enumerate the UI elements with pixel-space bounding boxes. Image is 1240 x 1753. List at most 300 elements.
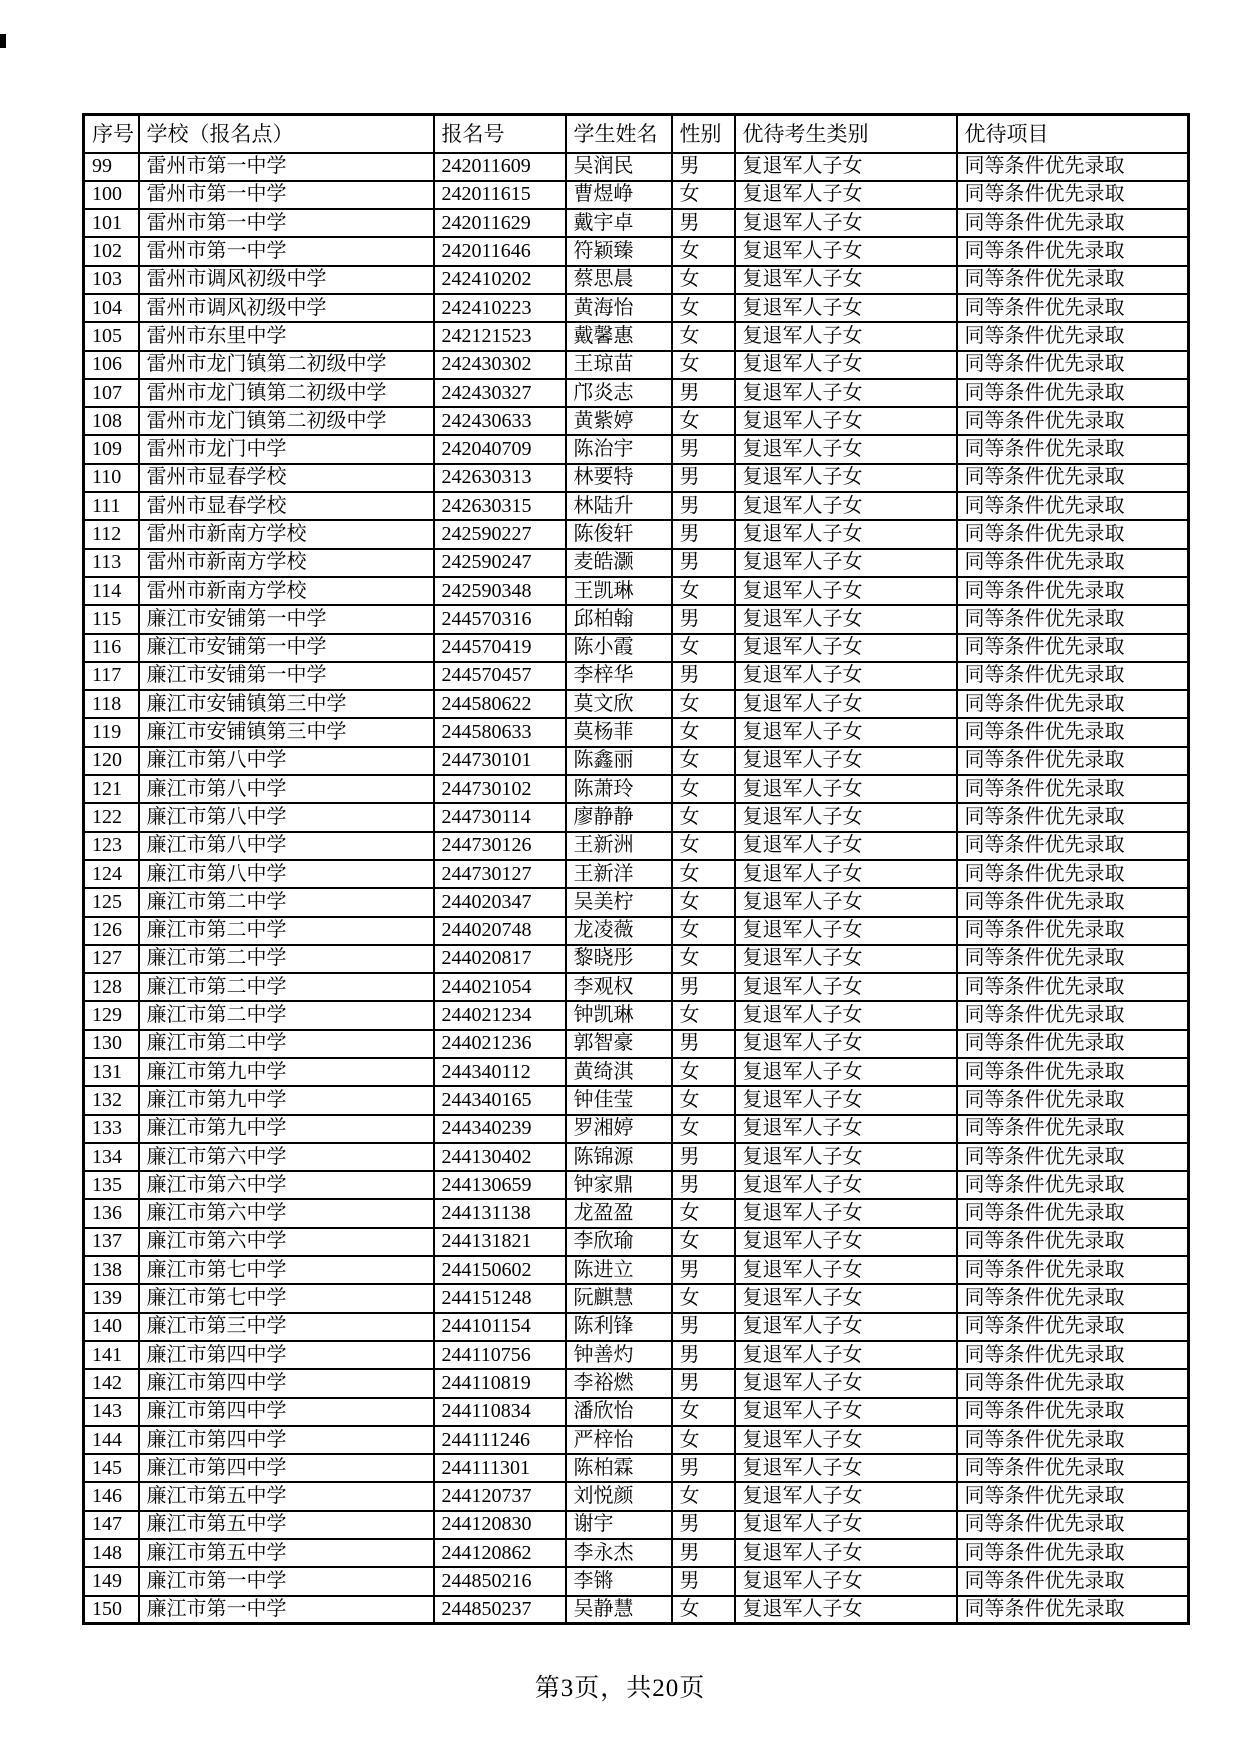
cell-item: 同等条件优先录取 (957, 1256, 1189, 1284)
cell-reg_no: 242590227 (434, 520, 566, 548)
cell-item: 同等条件优先录取 (957, 1567, 1189, 1595)
cell-gender: 女 (672, 917, 735, 945)
cell-name: 吴润民 (566, 153, 672, 181)
cell-name: 陈锦源 (566, 1143, 672, 1171)
cell-school: 雷州市新南方学校 (139, 577, 434, 605)
cell-category: 复退军人子女 (735, 407, 957, 435)
cell-reg_no: 244110819 (434, 1369, 566, 1397)
cell-item: 同等条件优先录取 (957, 1482, 1189, 1510)
cell-gender: 女 (672, 1284, 735, 1312)
table-row (84, 690, 1189, 718)
cell-reg_no: 242430633 (434, 407, 566, 435)
cell-gender: 女 (672, 1228, 735, 1256)
cell-gender: 女 (672, 775, 735, 803)
cell-school: 廉江市第五中学 (139, 1482, 434, 1510)
cell-category: 复退军人子女 (735, 662, 957, 690)
cell-item: 同等条件优先录取 (957, 775, 1189, 803)
cell-category: 复退军人子女 (735, 1058, 957, 1086)
cell-item: 同等条件优先录取 (957, 1058, 1189, 1086)
cell-name: 钟佳莹 (566, 1086, 672, 1114)
cell-category: 复退军人子女 (735, 1115, 957, 1143)
cell-gender: 女 (672, 237, 735, 265)
table-row (84, 237, 1189, 265)
cell-category: 复退军人子女 (735, 1539, 957, 1567)
cell-item: 同等条件优先录取 (957, 718, 1189, 746)
cell-name: 陈柏霖 (566, 1454, 672, 1482)
cell-gender: 男 (672, 1143, 735, 1171)
cell-index: 122 (84, 803, 139, 831)
table-row (84, 549, 1189, 577)
cell-name: 符颖臻 (566, 237, 672, 265)
cell-index: 132 (84, 1086, 139, 1114)
cell-name: 邝炎志 (566, 379, 672, 407)
cell-school: 雷州市第一中学 (139, 237, 434, 265)
cell-item: 同等条件优先录取 (957, 520, 1189, 548)
cell-name: 黄绮淇 (566, 1058, 672, 1086)
cell-gender: 女 (672, 747, 735, 775)
cell-item: 同等条件优先录取 (957, 1199, 1189, 1227)
cell-item: 同等条件优先录取 (957, 1228, 1189, 1256)
cell-category: 复退军人子女 (735, 1001, 957, 1029)
cell-school: 雷州市调风初级中学 (139, 294, 434, 322)
cell-name: 黄海怡 (566, 294, 672, 322)
cell-name: 钟凯琳 (566, 1001, 672, 1029)
cell-item: 同等条件优先录取 (957, 1341, 1189, 1369)
cell-category: 复退军人子女 (735, 775, 957, 803)
table-row (84, 1115, 1189, 1143)
cell-school: 廉江市第九中学 (139, 1115, 434, 1143)
cell-reg_no: 242410202 (434, 266, 566, 294)
cell-index: 99 (84, 153, 139, 181)
cell-reg_no: 244150602 (434, 1256, 566, 1284)
cell-index: 142 (84, 1369, 139, 1397)
cell-gender: 女 (672, 181, 735, 209)
cell-category: 复退军人子女 (735, 294, 957, 322)
cell-category: 复退军人子女 (735, 153, 957, 181)
table-row (84, 294, 1189, 322)
cell-reg_no: 244570419 (434, 634, 566, 662)
cell-index: 117 (84, 662, 139, 690)
cell-index: 107 (84, 379, 139, 407)
cell-category: 复退军人子女 (735, 1228, 957, 1256)
cell-category: 复退军人子女 (735, 973, 957, 1001)
cell-reg_no: 244340239 (434, 1115, 566, 1143)
cell-school: 廉江市第八中学 (139, 747, 434, 775)
cell-index: 150 (84, 1596, 139, 1624)
cell-name: 麦皓灏 (566, 549, 672, 577)
cell-item: 同等条件优先录取 (957, 634, 1189, 662)
cell-name: 吴美柠 (566, 888, 672, 916)
cell-name: 廖静静 (566, 803, 672, 831)
table-row (84, 973, 1189, 1001)
cell-item: 同等条件优先录取 (957, 237, 1189, 265)
table-row (84, 803, 1189, 831)
cell-school: 雷州市龙门镇第二初级中学 (139, 379, 434, 407)
page-footer: 第3页，共20页 (534, 1675, 706, 1702)
cell-reg_no: 242630315 (434, 492, 566, 520)
cell-index: 138 (84, 1256, 139, 1284)
cell-name: 陈小霞 (566, 634, 672, 662)
table-row (84, 718, 1189, 746)
cell-category: 复退军人子女 (735, 549, 957, 577)
cell-index: 137 (84, 1228, 139, 1256)
cell-gender: 女 (672, 718, 735, 746)
cell-category: 复退军人子女 (735, 1086, 957, 1114)
cell-category: 复退军人子女 (735, 237, 957, 265)
cell-school: 廉江市第六中学 (139, 1228, 434, 1256)
cell-name: 戴宇卓 (566, 209, 672, 237)
table-row (84, 1539, 1189, 1567)
cell-school: 廉江市第一中学 (139, 1596, 434, 1624)
cell-name: 王新洲 (566, 832, 672, 860)
cell-school: 廉江市第四中学 (139, 1341, 434, 1369)
cell-index: 131 (84, 1058, 139, 1086)
table-row (84, 435, 1189, 463)
cell-reg_no: 244151248 (434, 1284, 566, 1312)
table-row (84, 209, 1189, 237)
cell-category: 复退军人子女 (735, 1030, 957, 1058)
table-row (84, 888, 1189, 916)
cell-school: 雷州市龙门镇第二初级中学 (139, 351, 434, 379)
cell-index: 118 (84, 690, 139, 718)
cell-item: 同等条件优先录取 (957, 351, 1189, 379)
cell-item: 同等条件优先录取 (957, 266, 1189, 294)
column-header-school: 学校（报名点） (139, 115, 434, 153)
cell-school: 廉江市第二中学 (139, 917, 434, 945)
cell-school: 雷州市第一中学 (139, 153, 434, 181)
table-row (84, 577, 1189, 605)
cell-reg_no: 242630313 (434, 464, 566, 492)
table-row (84, 1228, 1189, 1256)
table-row (84, 832, 1189, 860)
cell-item: 同等条件优先录取 (957, 1369, 1189, 1397)
table-row (84, 1426, 1189, 1454)
cell-item: 同等条件优先录取 (957, 1398, 1189, 1426)
cell-school: 廉江市第六中学 (139, 1171, 434, 1199)
cell-gender: 女 (672, 1058, 735, 1086)
cell-gender: 男 (672, 1030, 735, 1058)
cell-category: 复退军人子女 (735, 690, 957, 718)
cell-school: 廉江市安铺镇第三中学 (139, 718, 434, 746)
cell-gender: 男 (672, 153, 735, 181)
cell-index: 116 (84, 634, 139, 662)
cell-gender: 女 (672, 1426, 735, 1454)
cell-name: 李永杰 (566, 1539, 672, 1567)
cell-category: 复退军人子女 (735, 1511, 957, 1539)
cell-index: 104 (84, 294, 139, 322)
cell-gender: 女 (672, 1482, 735, 1510)
preferential-students-table (82, 113, 1190, 1625)
cell-name: 李观权 (566, 973, 672, 1001)
cell-school: 廉江市第二中学 (139, 945, 434, 973)
cell-gender: 女 (672, 803, 735, 831)
cell-school: 廉江市第九中学 (139, 1086, 434, 1114)
cell-index: 127 (84, 945, 139, 973)
cell-reg_no: 244110756 (434, 1341, 566, 1369)
cell-category: 复退军人子女 (735, 1256, 957, 1284)
cell-name: 莫文欣 (566, 690, 672, 718)
cell-reg_no: 244021236 (434, 1030, 566, 1058)
cell-name: 陈利锋 (566, 1313, 672, 1341)
cell-school: 廉江市安铺镇第三中学 (139, 690, 434, 718)
cell-name: 李欣瑜 (566, 1228, 672, 1256)
cell-index: 140 (84, 1313, 139, 1341)
cell-category: 复退军人子女 (735, 1313, 957, 1341)
cell-name: 蔡思晨 (566, 266, 672, 294)
cell-school: 廉江市第二中学 (139, 1001, 434, 1029)
cell-gender: 男 (672, 973, 735, 1001)
cell-index: 123 (84, 832, 139, 860)
cell-item: 同等条件优先录取 (957, 1426, 1189, 1454)
cell-item: 同等条件优先录取 (957, 832, 1189, 860)
cell-index: 124 (84, 860, 139, 888)
cell-gender: 女 (672, 832, 735, 860)
cell-name: 陈萧玲 (566, 775, 672, 803)
cell-category: 复退军人子女 (735, 435, 957, 463)
cell-item: 同等条件优先录取 (957, 549, 1189, 577)
cell-gender: 男 (672, 1171, 735, 1199)
cell-name: 罗湘婷 (566, 1115, 672, 1143)
cell-reg_no: 244730101 (434, 747, 566, 775)
cell-school: 廉江市第八中学 (139, 832, 434, 860)
scan-artifact (0, 34, 6, 48)
cell-gender: 女 (672, 1199, 735, 1227)
cell-category: 复退军人子女 (735, 1454, 957, 1482)
cell-school: 雷州市龙门中学 (139, 435, 434, 463)
cell-school: 雷州市调风初级中学 (139, 266, 434, 294)
cell-reg_no: 244130659 (434, 1171, 566, 1199)
cell-gender: 男 (672, 1369, 735, 1397)
cell-category: 复退军人子女 (735, 832, 957, 860)
table-row (84, 1454, 1189, 1482)
cell-name: 龙盈盈 (566, 1199, 672, 1227)
cell-gender: 男 (672, 662, 735, 690)
cell-school: 廉江市第六中学 (139, 1143, 434, 1171)
cell-reg_no: 244120862 (434, 1539, 566, 1567)
cell-name: 李锵 (566, 1567, 672, 1595)
cell-name: 龙凌薇 (566, 917, 672, 945)
cell-reg_no: 244120737 (434, 1482, 566, 1510)
cell-school: 雷州市第一中学 (139, 181, 434, 209)
cell-category: 复退军人子女 (735, 351, 957, 379)
table-row (84, 181, 1189, 209)
cell-school: 廉江市第四中学 (139, 1398, 434, 1426)
cell-category: 复退军人子女 (735, 1369, 957, 1397)
cell-name: 王凯琳 (566, 577, 672, 605)
cell-gender: 女 (672, 1001, 735, 1029)
table-row (84, 1596, 1189, 1624)
cell-reg_no: 242011615 (434, 181, 566, 209)
cell-item: 同等条件优先录取 (957, 1596, 1189, 1624)
cell-index: 103 (84, 266, 139, 294)
cell-name: 王新洋 (566, 860, 672, 888)
cell-name: 林要特 (566, 464, 672, 492)
table-row (84, 322, 1189, 350)
table-body (84, 153, 1189, 1624)
cell-item: 同等条件优先录取 (957, 1001, 1189, 1029)
table-row (84, 917, 1189, 945)
column-header-reg-no: 报名号 (434, 115, 566, 153)
cell-reg_no: 242121523 (434, 322, 566, 350)
table-row (84, 1567, 1189, 1595)
table-row (84, 1256, 1189, 1284)
cell-name: 阮麒慧 (566, 1284, 672, 1312)
cell-gender: 男 (672, 1454, 735, 1482)
column-header-category: 优待考生类别 (735, 115, 957, 153)
cell-gender: 女 (672, 888, 735, 916)
cell-index: 143 (84, 1398, 139, 1426)
cell-item: 同等条件优先录取 (957, 435, 1189, 463)
cell-item: 同等条件优先录取 (957, 605, 1189, 633)
cell-item: 同等条件优先录取 (957, 1511, 1189, 1539)
cell-category: 复退军人子女 (735, 945, 957, 973)
cell-category: 复退军人子女 (735, 1482, 957, 1510)
cell-gender: 男 (672, 1539, 735, 1567)
cell-item: 同等条件优先录取 (957, 1454, 1189, 1482)
cell-gender: 女 (672, 634, 735, 662)
cell-category: 复退军人子女 (735, 266, 957, 294)
cell-reg_no: 242590247 (434, 549, 566, 577)
table-row (84, 945, 1189, 973)
cell-index: 139 (84, 1284, 139, 1312)
cell-school: 廉江市第四中学 (139, 1426, 434, 1454)
cell-name: 李裕燃 (566, 1369, 672, 1397)
cell-school: 雷州市新南方学校 (139, 549, 434, 577)
cell-index: 147 (84, 1511, 139, 1539)
cell-name: 钟家鼎 (566, 1171, 672, 1199)
cell-index: 145 (84, 1454, 139, 1482)
cell-name: 陈俊轩 (566, 520, 672, 548)
cell-school: 廉江市第二中学 (139, 888, 434, 916)
table-row (84, 1284, 1189, 1312)
table-row (84, 266, 1189, 294)
cell-gender: 男 (672, 1567, 735, 1595)
table-row (84, 860, 1189, 888)
table-row (84, 351, 1189, 379)
cell-index: 111 (84, 492, 139, 520)
cell-index: 112 (84, 520, 139, 548)
cell-item: 同等条件优先录取 (957, 1284, 1189, 1312)
cell-index: 141 (84, 1341, 139, 1369)
cell-category: 复退军人子女 (735, 181, 957, 209)
table-header-row (84, 115, 1189, 153)
cell-item: 同等条件优先录取 (957, 1143, 1189, 1171)
cell-category: 复退军人子女 (735, 577, 957, 605)
cell-gender: 男 (672, 549, 735, 577)
cell-index: 133 (84, 1115, 139, 1143)
cell-school: 廉江市第六中学 (139, 1199, 434, 1227)
cell-item: 同等条件优先录取 (957, 153, 1189, 181)
cell-reg_no: 244130402 (434, 1143, 566, 1171)
cell-reg_no: 244111246 (434, 1426, 566, 1454)
cell-school: 廉江市安铺第一中学 (139, 605, 434, 633)
table-row (84, 153, 1189, 181)
cell-reg_no: 244021234 (434, 1001, 566, 1029)
cell-index: 149 (84, 1567, 139, 1595)
cell-school: 廉江市安铺第一中学 (139, 662, 434, 690)
cell-name: 黎晓彤 (566, 945, 672, 973)
cell-school: 廉江市第二中学 (139, 973, 434, 1001)
cell-index: 125 (84, 888, 139, 916)
cell-name: 陈进立 (566, 1256, 672, 1284)
cell-category: 复退军人子女 (735, 1143, 957, 1171)
cell-item: 同等条件优先录取 (957, 407, 1189, 435)
cell-reg_no: 244570457 (434, 662, 566, 690)
cell-item: 同等条件优先录取 (957, 1115, 1189, 1143)
table-row (84, 1482, 1189, 1510)
cell-gender: 男 (672, 435, 735, 463)
cell-reg_no: 244850216 (434, 1567, 566, 1595)
cell-index: 105 (84, 322, 139, 350)
cell-item: 同等条件优先录取 (957, 181, 1189, 209)
table-row (84, 605, 1189, 633)
cell-reg_no: 244570316 (434, 605, 566, 633)
cell-index: 101 (84, 209, 139, 237)
cell-school: 廉江市第八中学 (139, 803, 434, 831)
column-header-item: 优待项目 (957, 115, 1189, 153)
cell-index: 130 (84, 1030, 139, 1058)
cell-index: 108 (84, 407, 139, 435)
cell-category: 复退军人子女 (735, 209, 957, 237)
cell-school: 廉江市第七中学 (139, 1256, 434, 1284)
cell-index: 115 (84, 605, 139, 633)
cell-gender: 女 (672, 1596, 735, 1624)
table-row (84, 1030, 1189, 1058)
table-row (84, 634, 1189, 662)
table-row (84, 1511, 1189, 1539)
cell-gender: 女 (672, 690, 735, 718)
cell-item: 同等条件优先录取 (957, 379, 1189, 407)
cell-category: 复退军人子女 (735, 1567, 957, 1595)
table-row (84, 1001, 1189, 1029)
cell-reg_no: 244580633 (434, 718, 566, 746)
cell-reg_no: 244110834 (434, 1398, 566, 1426)
cell-index: 113 (84, 549, 139, 577)
cell-gender: 男 (672, 605, 735, 633)
cell-reg_no: 244020748 (434, 917, 566, 945)
cell-reg_no: 244340165 (434, 1086, 566, 1114)
cell-category: 复退军人子女 (735, 634, 957, 662)
cell-index: 144 (84, 1426, 139, 1454)
cell-school: 雷州市显春学校 (139, 464, 434, 492)
cell-index: 114 (84, 577, 139, 605)
cell-category: 复退军人子女 (735, 803, 957, 831)
table-row (84, 1171, 1189, 1199)
cell-reg_no: 244730114 (434, 803, 566, 831)
cell-reg_no: 244340112 (434, 1058, 566, 1086)
cell-item: 同等条件优先录取 (957, 294, 1189, 322)
cell-index: 121 (84, 775, 139, 803)
cell-school: 雷州市龙门镇第二初级中学 (139, 407, 434, 435)
cell-reg_no: 244730126 (434, 832, 566, 860)
cell-item: 同等条件优先录取 (957, 1171, 1189, 1199)
cell-gender: 女 (672, 945, 735, 973)
cell-index: 128 (84, 973, 139, 1001)
cell-gender: 女 (672, 266, 735, 294)
cell-school: 廉江市第八中学 (139, 860, 434, 888)
cell-gender: 女 (672, 351, 735, 379)
cell-gender: 女 (672, 1086, 735, 1114)
cell-index: 148 (84, 1539, 139, 1567)
cell-gender: 男 (672, 1511, 735, 1539)
cell-category: 复退军人子女 (735, 1284, 957, 1312)
cell-category: 复退军人子女 (735, 1426, 957, 1454)
cell-gender: 女 (672, 577, 735, 605)
cell-index: 146 (84, 1482, 139, 1510)
cell-reg_no: 244020817 (434, 945, 566, 973)
cell-reg_no: 242011629 (434, 209, 566, 237)
cell-item: 同等条件优先录取 (957, 1539, 1189, 1567)
